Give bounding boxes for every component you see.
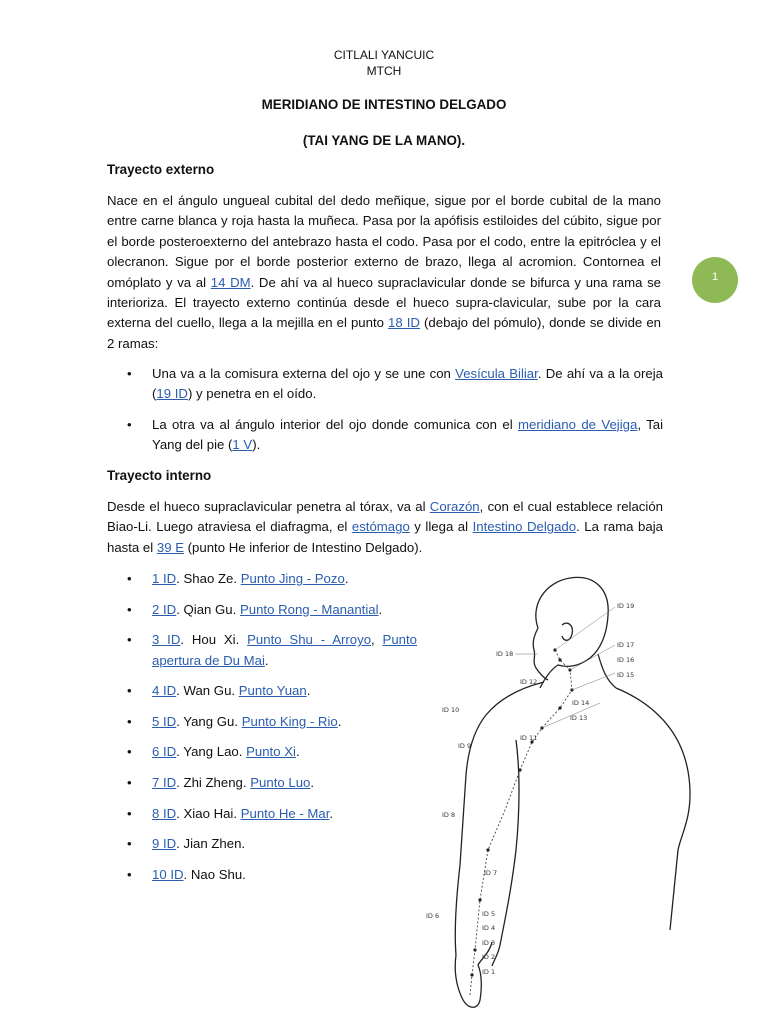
label-id-7: ID 7: [484, 869, 498, 877]
label-id-5: ID 5: [482, 910, 496, 918]
point-id-link[interactable]: 2 ID: [152, 601, 177, 617]
point-text: . Qian Gu.: [176, 601, 240, 617]
link-1-v[interactable]: 1 V: [232, 437, 253, 453]
author-subtitle: MTCH: [366, 64, 402, 78]
label-id-17: ID 17: [617, 641, 635, 649]
point-text: . Zhi Zheng.: [176, 774, 251, 790]
point-type-link[interactable]: Punto Rong - Manantial: [239, 601, 379, 617]
point-type-link[interactable]: Punto King - Rio: [241, 713, 338, 729]
point-text: . Yang Lao.: [176, 744, 247, 760]
list-item: [107, 834, 417, 854]
point-id-link[interactable]: 7 ID: [152, 774, 177, 790]
point-text: . Jian Zhen.: [176, 836, 246, 852]
label-id-14: ID 14: [572, 699, 590, 707]
list-item: [107, 630, 417, 671]
link-vesicula-biliar[interactable]: Vesícula Biliar: [455, 366, 538, 381]
point-type-link-2[interactable]: Punto apertura de Du Mai: [152, 632, 417, 668]
label-id-6: ID 6: [426, 912, 440, 920]
page-number: 1: [711, 271, 719, 283]
section-heading-internal: Trayecto interno: [107, 468, 212, 483]
list-item: [107, 773, 417, 793]
label-id-16: ID 16: [617, 656, 635, 664]
link-estomago[interactable]: estómago: [351, 519, 410, 535]
link-39-e[interactable]: 39 E: [156, 539, 184, 555]
label-id-2: ID 2: [482, 953, 496, 961]
point-id-link[interactable]: 8 ID: [152, 805, 177, 821]
point-type-link[interactable]: Punto Yuan: [238, 683, 307, 699]
document-title: MERIDIANO DE INTESTINO DELGADO: [261, 97, 507, 112]
text-run: . La rama baja hasta el: [107, 519, 663, 555]
point-sep: ,: [371, 632, 383, 648]
link-intestino-delgado[interactable]: Intestino Delgado: [472, 519, 577, 535]
text-run: . De ahí va al hueco supraclavicular donde se bifurca y una rama se interioriza. El trayecto externo continúa desde el hueco supra-clavicular, sube por la cara externa del cuello, llega a la mejilla en el punto: [107, 274, 662, 331]
label-id-3: ID 3: [482, 939, 496, 947]
point-end: .: [306, 683, 311, 699]
point-id-link[interactable]: 3 ID: [152, 632, 181, 648]
link-18-id[interactable]: 18 ID: [388, 315, 420, 331]
label-id-19: ID 19: [617, 602, 635, 610]
point-id-link[interactable]: 1 ID: [152, 571, 177, 586]
text-run: , con el cual establece relación Biao-Li. Luego atraviesa el diafragma, el: [107, 499, 663, 535]
internal-paragraph: [107, 497, 663, 558]
point-id-link[interactable]: 4 ID: [152, 683, 177, 699]
author-name: CITLALI YANCUIC: [333, 48, 435, 62]
text-run: Nace en el ángulo ungueal cubital del dedo meñique, sigue por el borde cubital de la mano entre carne blanca y roja hasta la muñeca. Pasa por la apófisis estiloides del cúbito, sigue por el borde posteroexterno del antebrazo hasta el codo. Pasa por el codo, entre la epitróclea y el olecranon. Sigue por el borde posterior externo de brazo, llega al acromion. Contornea el omóplato y va al: [107, 193, 661, 290]
list-item: [107, 712, 417, 732]
point-end: .: [264, 652, 269, 668]
label-id-11: ID 11: [520, 734, 538, 742]
page-number-badge: [692, 257, 738, 303]
point-end: .: [378, 601, 383, 617]
point-end: .: [310, 774, 315, 790]
link-19-id[interactable]: 19 ID: [156, 386, 188, 402]
point-id-link[interactable]: 9 ID: [152, 836, 177, 852]
label-id-13: ID 13: [570, 714, 588, 722]
point-type-link[interactable]: Punto He - Mar: [240, 805, 330, 821]
meridian-body-illustration: [420, 570, 750, 1020]
list-item: [107, 804, 417, 824]
point-end: .: [344, 571, 349, 586]
leader-lines: [515, 607, 615, 728]
text-run: ).: [252, 437, 261, 453]
point-end: .: [337, 713, 342, 729]
list-item: [107, 681, 417, 701]
point-type-link[interactable]: Punto Xi: [246, 744, 296, 760]
point-id-link[interactable]: 10 ID: [152, 866, 184, 882]
point-end: .: [295, 744, 300, 760]
link-meridiano-vejiga[interactable]: meridiano de Vejiga: [518, 416, 638, 432]
list-item: [107, 742, 417, 762]
section-heading-external: Trayecto externo: [107, 162, 215, 177]
branch-list: [107, 364, 663, 466]
point-type-link[interactable]: Punto Shu - Arroyo: [247, 632, 372, 648]
point-type-link[interactable]: Punto Jing - Pozo: [240, 571, 345, 586]
point-text: . Nao Shu.: [183, 866, 246, 882]
label-id-9: ID 9: [458, 742, 472, 750]
text-run: y llega al: [409, 519, 473, 535]
link-corazon[interactable]: Corazón: [429, 499, 480, 514]
label-id-1: ID 1: [482, 968, 496, 976]
point-text: . Shao Ze.: [176, 571, 241, 586]
point-text: . Wan Gu.: [176, 683, 239, 699]
point-text: . Yang Gu.: [176, 713, 242, 729]
point-type-link[interactable]: Punto Luo: [250, 774, 311, 790]
point-id-link[interactable]: 5 ID: [152, 713, 177, 729]
text-run: Una va a la comisura externa del ojo y se une con: [152, 366, 456, 381]
list-item: [107, 364, 663, 405]
point-text: . Xiao Hai.: [176, 805, 241, 821]
point-end: .: [329, 805, 334, 821]
point-text: . Hou Xi.: [180, 632, 248, 648]
label-id-10: ID 10: [442, 706, 460, 714]
text-run: . De ahí va a la oreja (: [152, 366, 663, 402]
text-run: Desde el hueco supraclavicular penetra al tórax, va al: [107, 499, 430, 514]
list-item: [107, 415, 663, 456]
label-id-4: ID 4: [482, 924, 496, 932]
label-id-18: ID 18: [496, 650, 514, 658]
link-14-dm[interactable]: 14 DM: [210, 274, 251, 290]
list-item: [107, 600, 417, 620]
label-id-15: ID 15: [617, 671, 635, 679]
text-run: , Tai Yang del pie (: [152, 416, 664, 453]
point-id-link[interactable]: 6 ID: [152, 744, 177, 760]
points-list: [107, 569, 417, 895]
document-subtitle: (TAI YANG DE LA MANO).: [302, 133, 466, 148]
text-run: (debajo del pómulo), donde se divide en 2 ramas:: [107, 315, 661, 351]
list-item: [107, 569, 417, 589]
label-id-8: ID 8: [442, 811, 456, 819]
text-run: La otra va al ángulo interior del ojo donde comunica con el: [152, 416, 519, 432]
text-run: ) y penetra en el oído.: [187, 386, 317, 402]
text-run: (punto He inferior de Intestino Delgado).: [184, 539, 423, 555]
external-paragraph: [107, 191, 661, 354]
list-item: [107, 865, 417, 885]
label-id-12: ID 12: [520, 678, 538, 686]
